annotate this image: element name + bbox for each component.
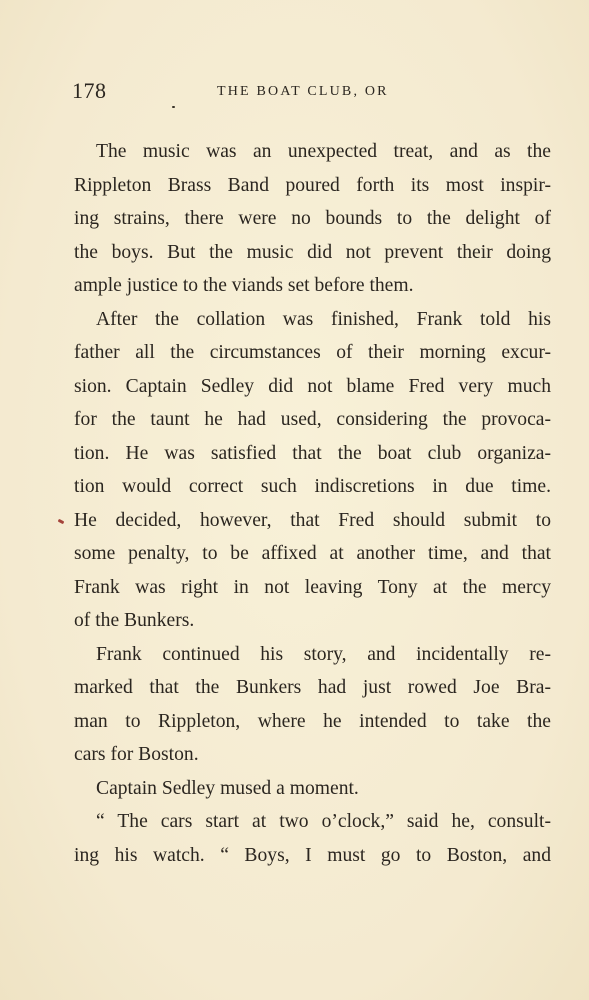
text-line: Frank continued his story, and incidentally re-: [96, 643, 551, 665]
text-line: The music was an unexpected treat, and as the: [96, 141, 551, 162]
text-line: tion would correct such indiscretions in due time.: [74, 476, 551, 497]
page-number: 178: [72, 78, 107, 103]
text-line: After the collation was finished, Frank told his: [96, 308, 551, 330]
text-line: Frank was right in not leaving Tony at the mercy: [74, 576, 551, 598]
text-line: “ The cars start at two o’clock,” said he, consult-: [96, 811, 551, 832]
text-line: tion. He was satisfied that the boat club organiza-: [74, 442, 551, 464]
ink-speck: [172, 106, 175, 108]
text-line: man to Rippleton, where he intended to take the: [74, 710, 551, 732]
text-line: cars for Boston.: [74, 744, 199, 765]
text-line: some penalty, to be affixed at another time, and that: [74, 543, 551, 564]
text-line: ample justice to the viands set before them.: [74, 275, 414, 296]
text-line: the boys. But the music did not prevent their doing: [74, 241, 551, 263]
text-line: ing his watch. “ Boys, I must go to Boston, and: [74, 844, 551, 866]
text-line: ing strains, there were no bounds to the delight of: [74, 208, 551, 229]
text-line: Rippleton Brass Band poured forth its most inspir-: [74, 174, 551, 196]
text-line: sion. Captain Sedley did not blame Fred very much: [74, 375, 551, 397]
margin-mark: [58, 519, 65, 524]
running-head: [72, 78, 552, 108]
text-line: for the taunt he had used, considering the provoca-: [74, 409, 551, 430]
text-line: marked that the Bunkers had just rowed Joe Bra-: [74, 677, 551, 698]
text-line: of the Bunkers.: [74, 610, 195, 631]
text-line: He decided, however, that Fred should submit to: [74, 509, 551, 531]
running-title: THE BOAT CLUB, OR: [217, 84, 389, 99]
text-line: father all the circumstances of their morning excur-: [74, 342, 551, 363]
body-text: [74, 135, 551, 872]
text-line: Captain Sedley mused a moment.: [96, 777, 359, 799]
